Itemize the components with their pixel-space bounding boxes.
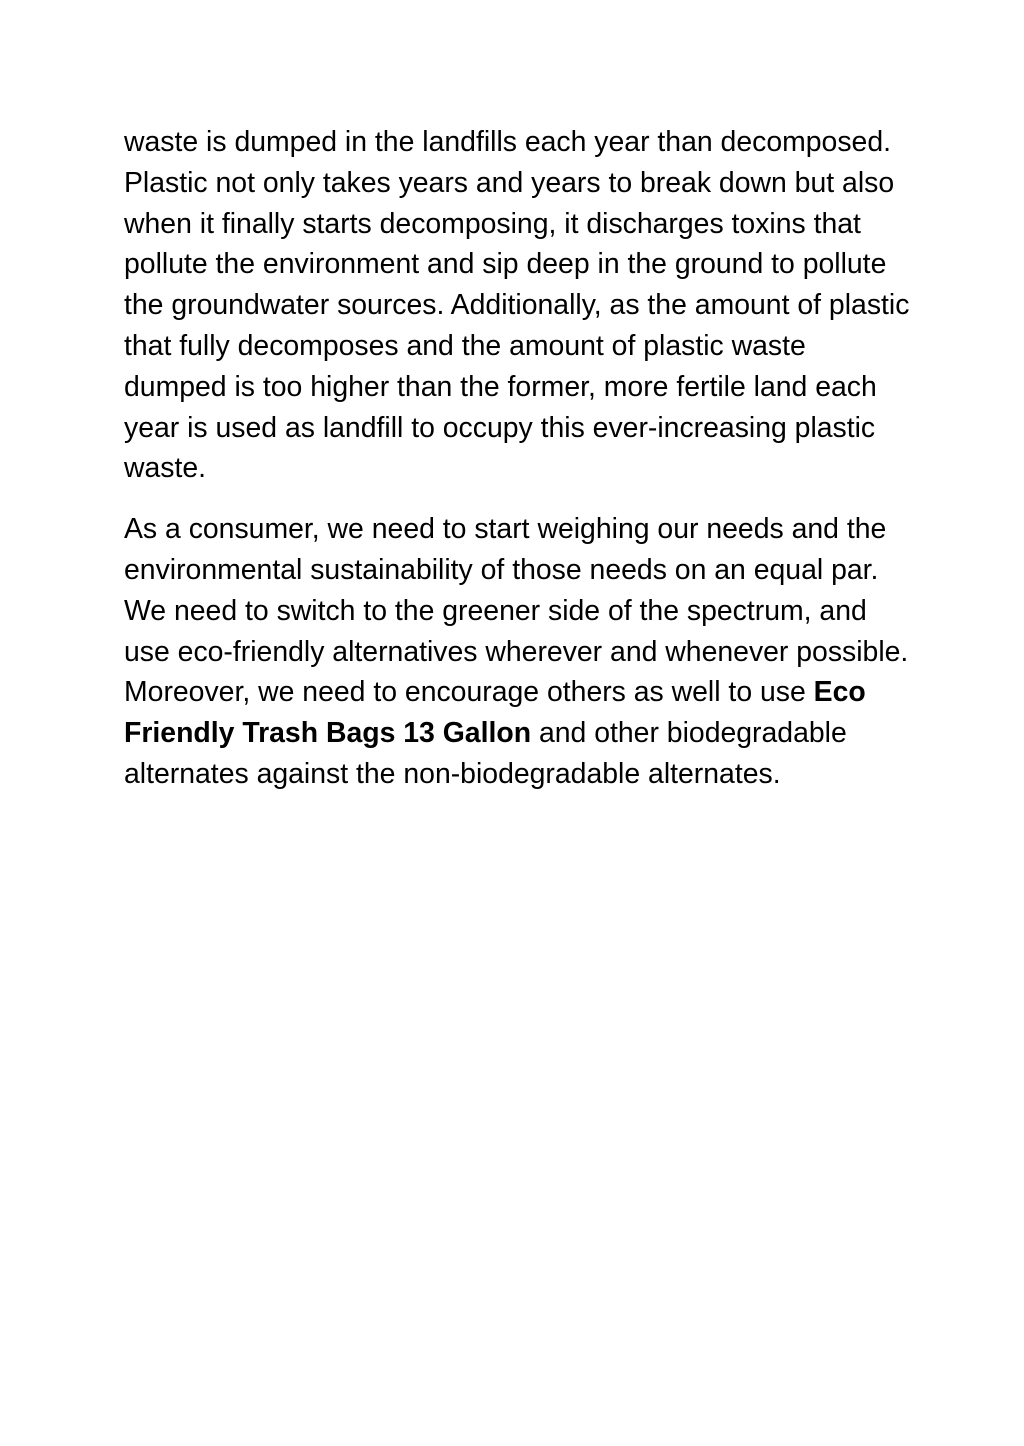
document-body [124,122,914,795]
bold-product-name: Eco Friendly Trash Bags 13 Gallon [124,676,866,750]
paragraph-text-after-bold: and other biodegradable alternates against the non-biodegradable alternates. [124,717,847,790]
paragraph-plastic-waste: waste is dumped in the landfills each year than decomposed. Plastic not only takes years and years to break down but also when it finally starts decomposing, it discharges toxins that pollute the environment and sip deep in the ground to pollute the groundwater sources. Additionally, as the amount of plastic that fully decomposes and the amount of plastic waste dumped is too higher than the former, more fertile land each year is used as landfill to occupy this ever-increasing plastic waste. [124,126,910,485]
paragraph-consumer-responsibility [124,509,914,795]
paragraph-text-before-bold: As a consumer, we need to start weighing our needs and the environmental sustainability of those needs on an equal par. We need to switch to the greener side of the spectrum, and use eco-friendly alternatives wherever and whenever possible. Moreover, we need to encourage others as well to use [124,513,909,709]
